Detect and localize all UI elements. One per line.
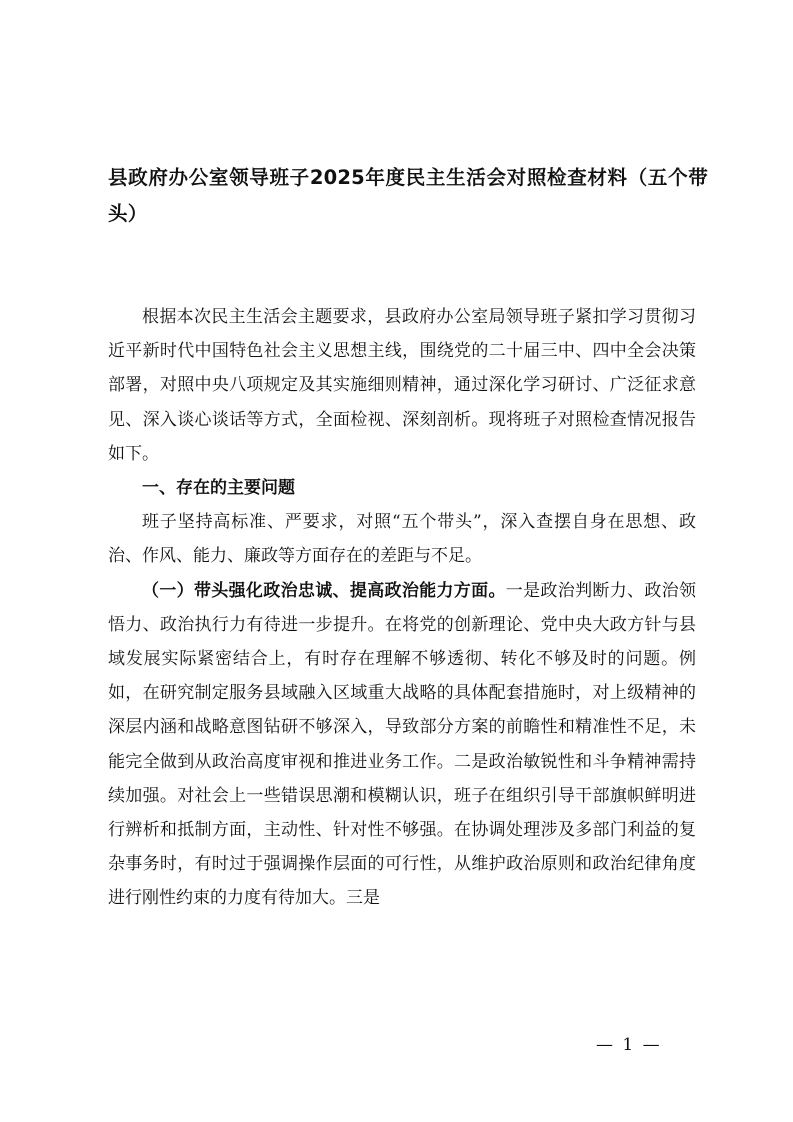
intro-paragraph: 根据本次民主生活会主题要求，县政府办公室局领导班子紧扣学习贯彻习近平新时代中国特色社会主义思想主线，围绕党的二十届三中、四中全会决策部署，对照中央八项规定及其实施细则精神，通过深化学习研讨、广泛征求意见、深入谈心谈话等方式，全面检视、深刻剖析。现将班子对照检查情况报告如下。	[108, 307, 696, 464]
document-title: 县政府办公室领导班子2025年度民主生活会对照检查材料（五个带头）	[108, 166, 708, 225]
page-number: — 1 —	[596, 1035, 662, 1055]
item-heading: （一）带头强化政治忠诚、提高政治能力方面。	[142, 580, 506, 601]
section-intro-paragraph: 班子坚持高标准、严要求，对照“五个带头”，深入查摆自身在思想、政治、作风、能力、廉政等方面存在的差距与不足。	[108, 512, 696, 567]
section-heading: 一、存在的主要问题	[142, 478, 295, 499]
item-body: 一是政治判断力、政治领悟力、政治执行力有待进一步提升。在将党的创新理论、党中央大政方针与县域发展实际紧密结合上，有时存在理解不够透彻、转化不够及时的问题。例如，在研究制定服务县域融入区域重大战略的具体配套措施时，对上级精神的深层内涵和战略意图钻研不够深入，导致部分方案的前瞻性和精准性不足，未能完全做到从政治高度审视和推进业务工作。二是政治敏锐性和斗争精神需持续加强。对社会上一些错误思潮和模糊认识，班子在组织引导干部旗帜鲜明进行辨析和抵制方面，主动性、针对性不够强。在协调处理涉及多部门利益的复杂事务时，有时过于强调操作层面的可行性，从维护政治原则和政治纪律角度进行刚性约束的力度有待加大。三是	[108, 580, 697, 909]
item-paragraph	[108, 574, 696, 916]
document-body	[108, 300, 696, 916]
